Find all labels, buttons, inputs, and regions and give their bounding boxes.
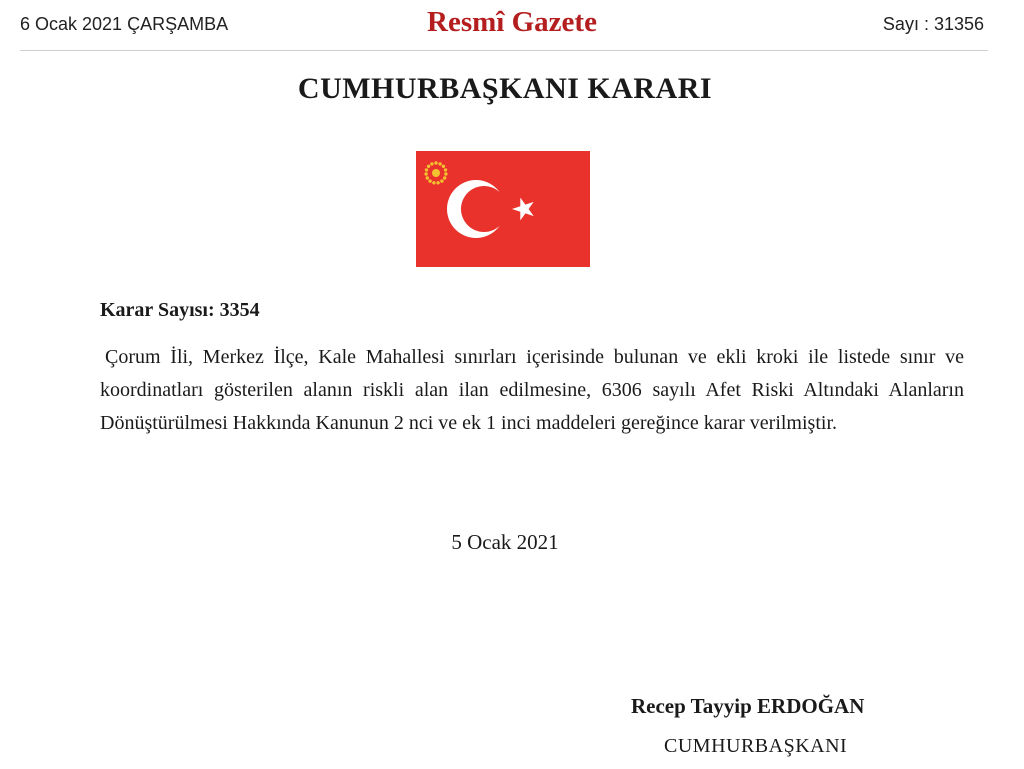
- issue-number: Sayı : 31356: [882, 14, 984, 34]
- document-title: CUMHURBAŞKANI KARARI: [297, 72, 713, 105]
- signer-title: CUMHURBAŞKANI: [664, 735, 848, 757]
- signer-name: Recep Tayyip ERDOĞAN: [631, 694, 865, 718]
- gazette-title: Resmî Gazete: [427, 6, 597, 38]
- publication-date: 6 Ocak 2021 ÇARŞAMBA: [20, 14, 229, 34]
- turkish-flag-icon: [416, 151, 590, 267]
- header-divider: [20, 50, 988, 51]
- decision-body-text: Çorum İli, Merkez İlçe, Kale Mahallesi sınırları içerisinde bulunan ve ekli kroki ile listede sınır ve koordinatları gösterilen alanın riskli alan ilan edilmesine, 6306 sayılı Afet Riski Altındaki Alanların Dönüştürülmesi Hakkında Kanunun 2 nci ve ek 1 inci maddeleri gereğince karar verilmiştir.: [100, 346, 964, 434]
- decision-number: Karar Sayısı: 3354: [100, 299, 260, 321]
- decision-date: 5 Ocak 2021: [451, 530, 559, 554]
